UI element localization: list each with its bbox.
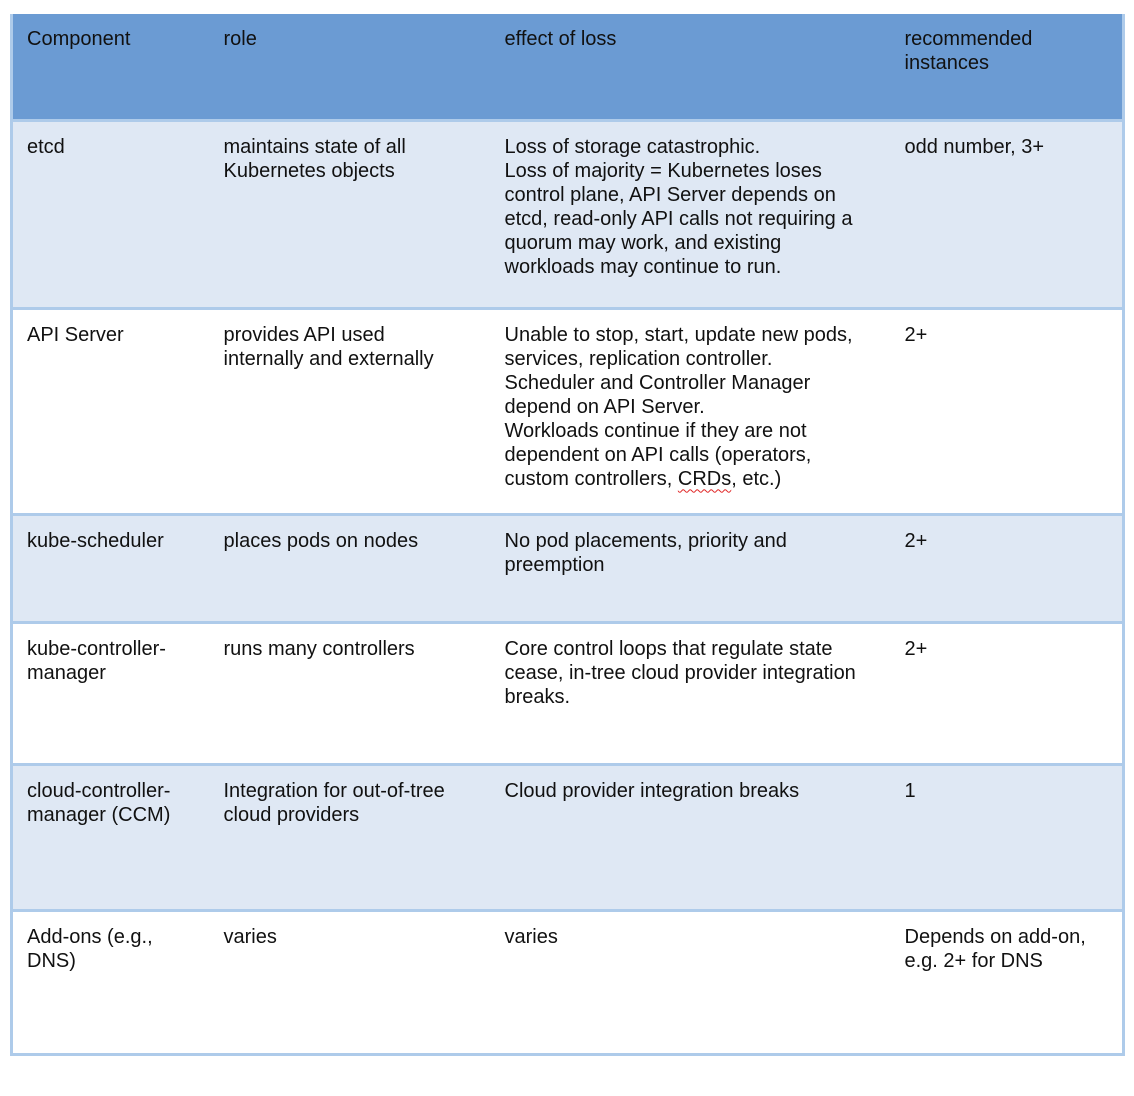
effect-paragraph: Unable to stop, start, update new pods, services, replication controller. (504, 323, 853, 370)
table-row (12, 910, 1124, 1054)
cell-role: runs many controllers (210, 622, 491, 764)
cell-role: places pods on nodes (210, 514, 491, 622)
table-row (12, 764, 1124, 910)
cell-recommended-instances: 2+ (891, 622, 1124, 764)
effect-paragraph: No pod placements, priority and preemption (504, 529, 787, 576)
cell-recommended-instances: 2+ (891, 514, 1124, 622)
cell-effect-of-loss (491, 308, 891, 514)
cell-recommended-instances: 1 (891, 764, 1124, 910)
effect-paragraph: Core control loops that regulate state cease, in-tree cloud provider integration breaks. (504, 637, 856, 708)
cell-recommended-instances: Depends on add-on, e.g. 2+ for DNS (891, 910, 1124, 1054)
column-header-role: role (210, 14, 491, 120)
cell-component: etcd (12, 120, 210, 308)
cell-role: provides API used internally and externally (210, 308, 491, 514)
cell-component: API Server (12, 308, 210, 514)
effect-paragraph: Loss of majority = Kubernetes loses control plane, API Server depends on etcd, read-only API calls not requiring a quorum may work, and existing workloads may continue to run. (504, 159, 853, 278)
cell-role: varies (210, 910, 491, 1054)
cell-role: Integration for out-of-tree cloud providers (210, 764, 491, 910)
cell-role: maintains state of all Kubernetes objects (210, 120, 491, 308)
effect-paragraph: Cloud provider integration breaks (504, 779, 800, 802)
header-row (12, 14, 1124, 120)
cell-component: kube-controller-manager (12, 622, 210, 764)
effect-paragraph: varies (504, 925, 558, 948)
effect-paragraph: Workloads continue if they are not dependent on API calls (operators, custom controllers, CRDs, etc.) (504, 419, 812, 490)
column-header-effect-of-loss: effect of loss (491, 14, 891, 120)
cell-effect-of-loss (491, 910, 891, 1054)
cell-effect-of-loss (491, 120, 891, 308)
cell-effect-of-loss (491, 622, 891, 764)
table-row (12, 514, 1124, 622)
cell-effect-of-loss (491, 514, 891, 622)
cell-effect-of-loss (491, 764, 891, 910)
cell-component: cloud-controller-manager (CCM) (12, 764, 210, 910)
cell-recommended-instances: 2+ (891, 308, 1124, 514)
table-row (12, 622, 1124, 764)
document-page (0, 14, 1134, 1096)
cell-recommended-instances: odd number, 3+ (891, 120, 1124, 308)
effect-paragraph: Loss of storage catastrophic. (504, 135, 761, 158)
table-row (12, 308, 1124, 514)
effect-paragraph: Scheduler and Controller Manager depend on API Server. (504, 371, 811, 418)
components-table (10, 14, 1125, 1056)
column-header-recommended-instances: recommended instances (891, 14, 1124, 120)
table-row (12, 120, 1124, 308)
cell-component: kube-scheduler (12, 514, 210, 622)
column-header-component: Component (12, 14, 210, 120)
misspelled-word: CRDs (677, 467, 732, 490)
cell-component: Add-ons (e.g., DNS) (12, 910, 210, 1054)
